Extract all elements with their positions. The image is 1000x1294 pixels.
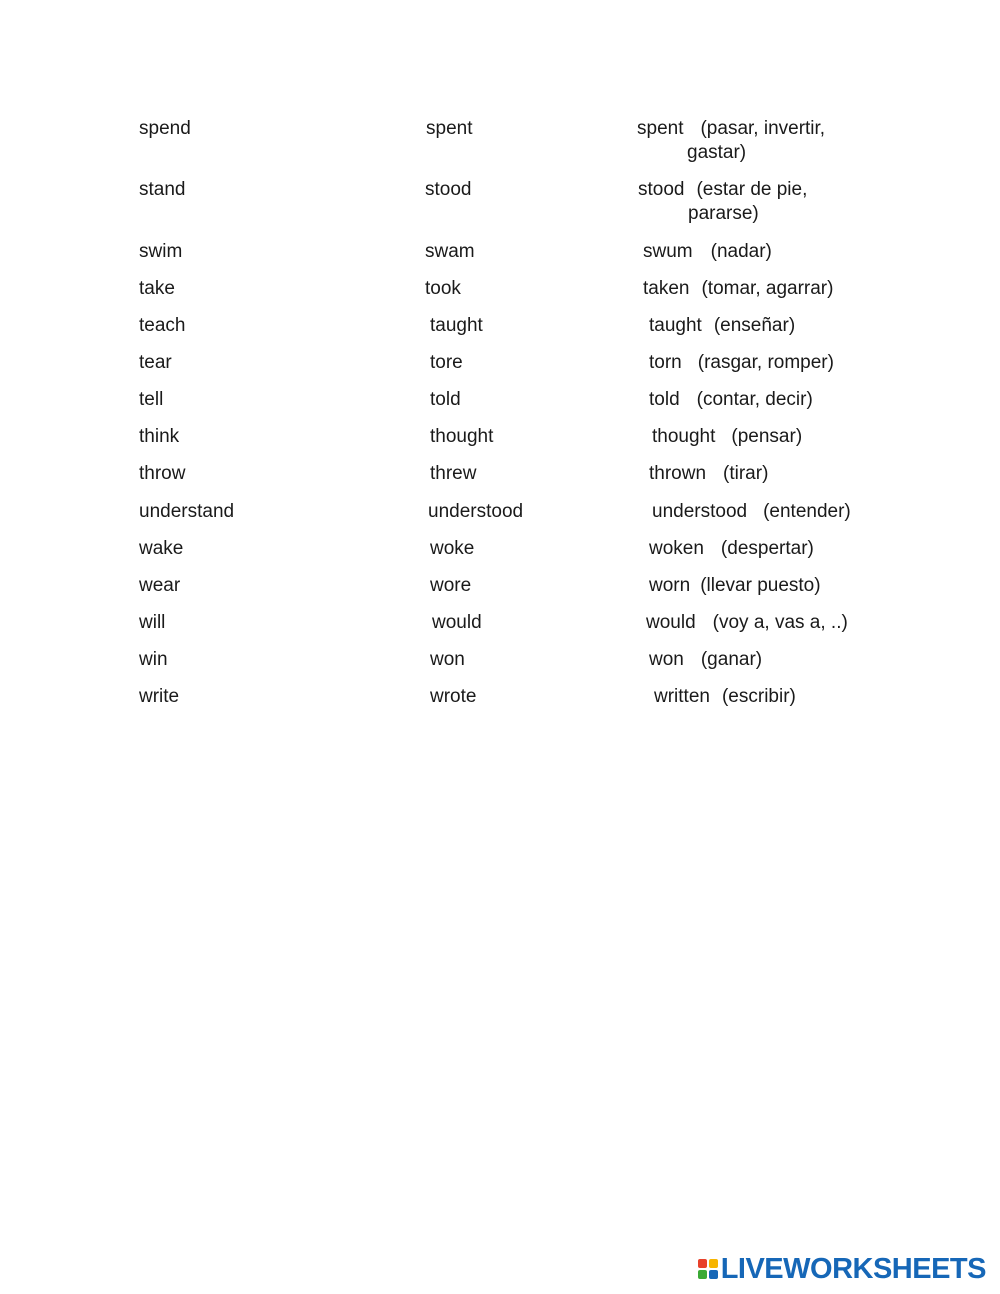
- participle-form: thrown: [649, 463, 707, 484]
- base-form: take: [139, 278, 175, 299]
- past-form: woke: [430, 538, 475, 559]
- liveworksheets-logo: [698, 1254, 986, 1284]
- translation: (nadar): [710, 241, 772, 262]
- participle-form: thought: [652, 426, 716, 447]
- translation: (voy a, vas a, ..): [712, 612, 848, 633]
- base-form: will: [139, 612, 166, 633]
- base-form: teach: [139, 315, 186, 336]
- past-form: wore: [430, 575, 472, 596]
- participle-form: taught: [649, 315, 702, 336]
- translation: (ganar): [700, 649, 763, 670]
- base-form: spend: [139, 118, 191, 139]
- participle-form: swum: [643, 241, 693, 262]
- translation: (tirar): [723, 463, 769, 484]
- past-form: swam: [425, 241, 475, 262]
- participle-form: stood: [638, 179, 685, 200]
- base-form: understand: [139, 501, 235, 522]
- past-form: taught: [430, 315, 483, 336]
- past-form: stood: [425, 179, 472, 200]
- past-form: tore: [430, 352, 463, 373]
- translation: (estar de pie,: [696, 179, 808, 200]
- participle-form: won: [649, 649, 684, 670]
- base-form: wear: [139, 575, 181, 596]
- base-form: swim: [139, 241, 183, 262]
- past-form: thought: [430, 426, 494, 447]
- translation: (entender): [763, 501, 851, 522]
- past-form: threw: [430, 463, 477, 484]
- participle-form: taken: [643, 278, 690, 299]
- base-form: tear: [139, 352, 172, 373]
- past-form: would: [432, 612, 482, 633]
- past-form: understood: [428, 501, 524, 522]
- translation: (escribir): [721, 686, 796, 707]
- past-form: spent: [426, 118, 473, 139]
- base-form: think: [139, 426, 180, 447]
- participle-form: written: [654, 686, 710, 707]
- participle-form: woken: [649, 538, 704, 559]
- translation: (pensar): [731, 426, 803, 447]
- logo-squares-icon: [698, 1259, 718, 1279]
- base-form: stand: [139, 179, 186, 200]
- participle-form: spent: [637, 118, 684, 139]
- translation: (enseñar): [713, 315, 796, 336]
- participle-form: understood: [652, 501, 748, 522]
- translation: (pasar, invertir,: [700, 118, 826, 139]
- translation-continued: gastar): [687, 142, 747, 163]
- base-form: wake: [139, 538, 184, 559]
- past-form: won: [430, 649, 465, 670]
- logo-text: LIVEWORKSHEETS: [720, 1252, 986, 1285]
- past-form: took: [425, 278, 461, 299]
- past-form: told: [430, 389, 461, 410]
- translation-continued: pararse): [688, 203, 759, 224]
- participle-form: told: [649, 389, 680, 410]
- participle-form: would: [646, 612, 696, 633]
- translation: (despertar): [720, 538, 814, 559]
- participle-form: torn: [649, 352, 682, 373]
- translation: (contar, decir): [696, 389, 813, 410]
- base-form: tell: [139, 389, 164, 410]
- translation: (rasgar, romper): [697, 352, 834, 373]
- past-form: wrote: [430, 686, 477, 707]
- translation: (llevar puesto): [700, 575, 821, 596]
- base-form: throw: [139, 463, 186, 484]
- base-form: win: [139, 649, 168, 670]
- translation: (tomar, agarrar): [701, 278, 834, 299]
- participle-form: worn: [649, 575, 691, 596]
- base-form: write: [139, 686, 180, 707]
